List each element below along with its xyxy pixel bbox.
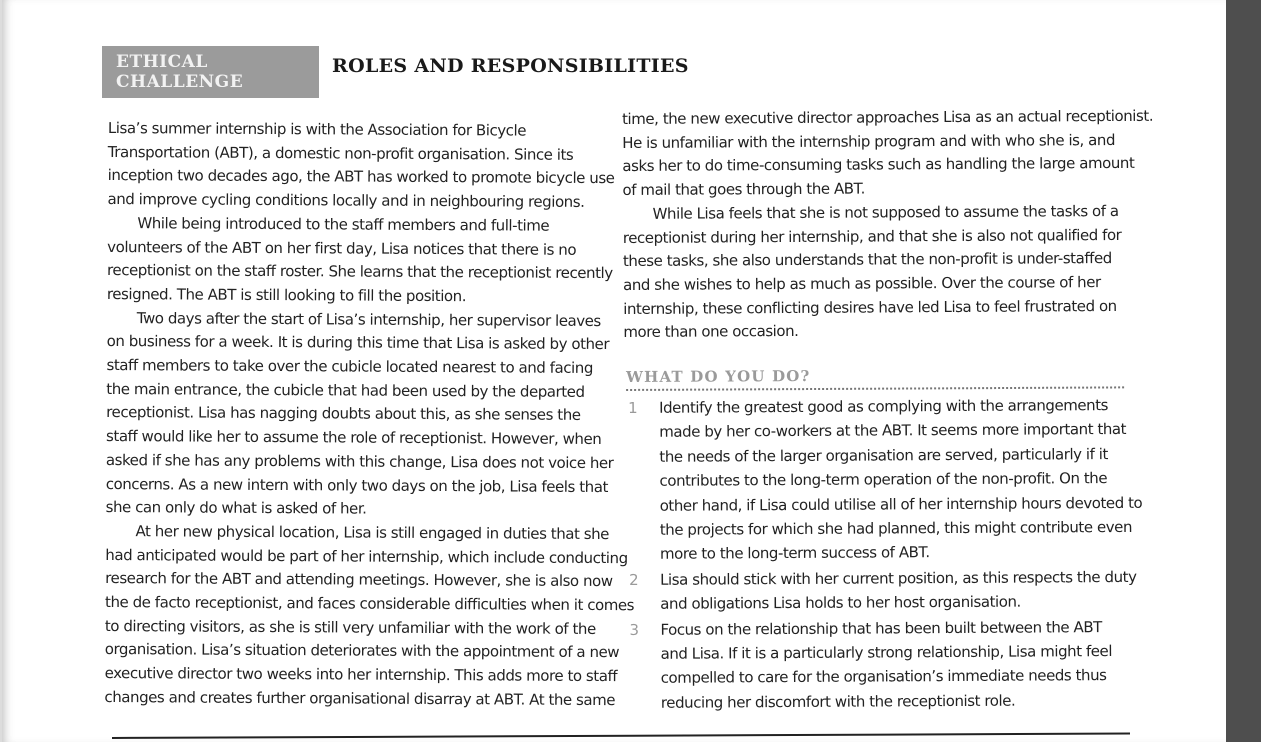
text-line: organisation. Lisa’s situation deteriorates with the appointment of a new xyxy=(104,640,620,662)
text-line: Transportation (ABT), a domestic non-profit organisation. Since its xyxy=(107,142,574,164)
text-line: the projects for which she had planned, this might contribute even xyxy=(659,517,1133,539)
text-line: other hand, if Lisa could utilise all of her internship hours devoted to xyxy=(659,493,1143,515)
text-line: contributes to the long-term operation of the non-profit. On the xyxy=(659,469,1108,491)
text-line: more to the long-term success of ABT. xyxy=(659,543,930,564)
text-line: these tasks, she also understands that the non-profit is under-staffed xyxy=(622,249,1112,271)
text-line: had anticipated would be part of her internship, which include conducting xyxy=(105,545,628,567)
left-text-column xyxy=(104,117,635,713)
text-line: receptionist on the staff roster. She learns that the receptionist recently xyxy=(107,261,613,283)
text-line: on business for a week. It is during this time that Lisa is asked by other xyxy=(106,332,610,354)
option-text xyxy=(660,615,1112,715)
text-line: the de facto receptionist, and faces considerable difficulties when it comes xyxy=(104,593,635,615)
text-line: and obligations Lisa holds to her host organisation. xyxy=(660,592,1021,614)
text-line: and improve cycling conditions locally and in neighbouring regions. xyxy=(107,190,585,212)
text-line: of mail that goes through the ABT. xyxy=(622,179,865,200)
ethical-challenge-label: ETHICAL CHALLENGE xyxy=(116,52,244,92)
text-line: the needs of the larger organisation are served, particularly if it xyxy=(659,444,1108,466)
text-line: Lisa should stick with her current position, as this respects the duty xyxy=(660,567,1137,589)
ethical-challenge-label-box xyxy=(102,46,319,98)
option-number: 1 xyxy=(628,398,638,417)
options-list xyxy=(626,393,1143,716)
text-line: she can only do what is asked of her. xyxy=(105,498,367,518)
option-item xyxy=(626,393,1143,567)
option-text xyxy=(659,393,1143,567)
option-number: 3 xyxy=(629,620,639,639)
text-line: At her new physical location, Lisa is still engaged in duties that she xyxy=(135,522,610,544)
option-item xyxy=(627,615,1133,716)
text-line: concerns. As a new intern with only two days on the job, Lisa feels that xyxy=(105,474,608,496)
text-line: volunteers of the ABT on her first day, Lisa notices that there is no xyxy=(107,237,577,259)
text-line: and she wishes to help as much as possible. Over the course of her xyxy=(623,273,1101,294)
option-number: 2 xyxy=(629,570,639,589)
text-line: receptionist. Lisa has nagging doubts about this, as she senses the xyxy=(106,403,581,425)
option-text xyxy=(660,565,1137,617)
text-line: and Lisa. If it is a particularly strong relationship, Lisa might feel xyxy=(660,642,1113,663)
text-line: While Lisa feels that she is not supposed to assume the tasks of a xyxy=(652,201,1119,223)
text-line: changes and creates further organisational disarray at ABT. At the same xyxy=(104,687,616,709)
text-line: executive director two weeks into her internship. This adds more to staff xyxy=(104,664,618,686)
text-line: Two days after the start of Lisa’s internship, her supervisor leaves xyxy=(136,308,601,330)
text-line: internship, these conflicting desires have led Lisa to feel frustrated on xyxy=(623,296,1117,318)
text-line: Lisa’s summer internship is with the Association for Bicycle xyxy=(107,118,527,140)
text-line: asks her to do time-consuming tasks such as handling the large amount xyxy=(622,154,1135,176)
text-line: While being introduced to the staff members and full-time xyxy=(137,213,550,235)
text-line: Focus on the relationship that has been built between the ABT xyxy=(660,617,1102,639)
text-line: Identify the greatest good as complying with the arrangements xyxy=(659,396,1109,417)
text-line: reducing her discomfort with the receptionist role. xyxy=(660,691,1016,712)
option-item xyxy=(627,565,1137,617)
text-line: the main entrance, the cubicle that had been used by the departed xyxy=(106,379,585,401)
right-text-column xyxy=(622,105,1154,345)
text-line: asked if she has any problems with this change, Lisa does not voice her xyxy=(105,450,614,472)
page-title: ROLES AND RESPONSIBILITIES xyxy=(332,55,689,77)
text-line: research for the ABT and attending meetings. However, she is also now xyxy=(105,569,613,591)
bottom-divider xyxy=(112,733,1130,739)
text-line: compelled to care for the organisation’s immediate needs thus xyxy=(660,666,1107,688)
text-line: staff would like her to assume the role of receptionist. However, when xyxy=(105,427,602,449)
text-line: resigned. The ABT is still looking to fill the position. xyxy=(106,284,467,306)
text-line: receptionist during her internship, and that she is also not qualified for xyxy=(622,225,1122,247)
scan-dark-edge xyxy=(1226,0,1261,742)
document-page xyxy=(2,0,1226,742)
text-line: He is unfamiliar with the internship program and with who she is, and xyxy=(622,130,1116,152)
text-line: staff members to take over the cubicle located nearest to and facing xyxy=(106,356,593,377)
text-line: to directing visitors, as she is still very unfamiliar with the work of the xyxy=(104,616,596,638)
text-line: more than one occasion. xyxy=(623,322,799,342)
what-do-you-do-heading: WHAT DO YOU DO? xyxy=(626,365,1124,391)
text-line: inception two decades ago, the ABT has worked to promote bicycle use xyxy=(107,166,615,188)
text-line: time, the new executive director approaches Lisa as an actual receptionist. xyxy=(622,106,1154,128)
text-line: made by her co-workers at the ABT. It seems more important that xyxy=(659,420,1127,442)
